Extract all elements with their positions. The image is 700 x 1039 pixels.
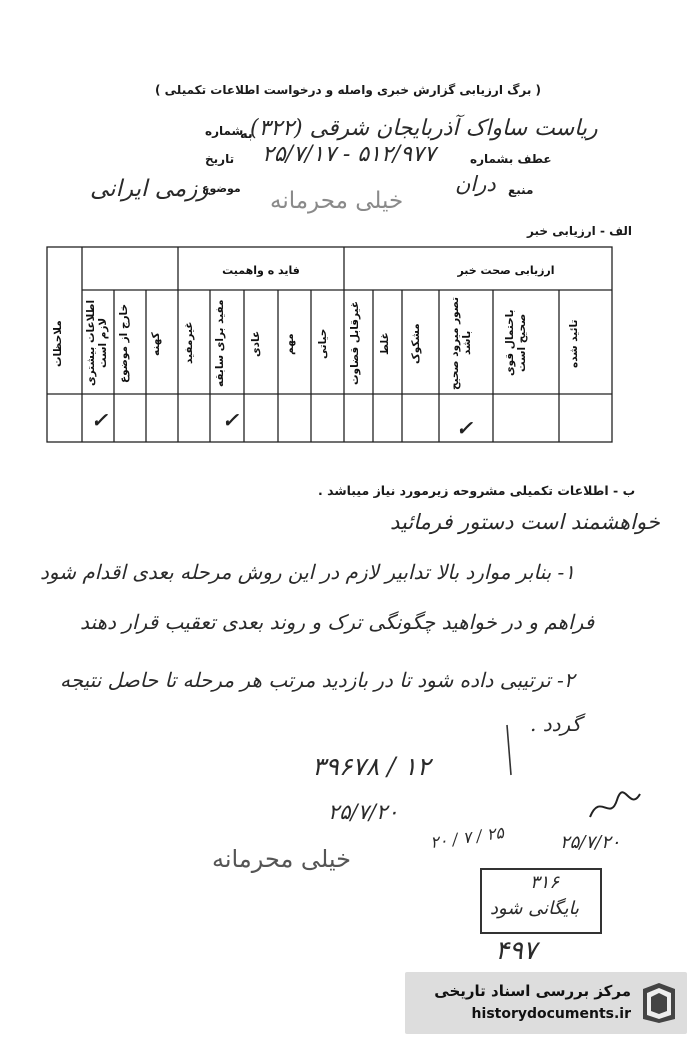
col-old: کهنه [150,332,162,356]
recipient-handwritten: ریاست ساواک آذربایجان شرقی (۳۲۲) [250,116,598,141]
form-heading: ( برگ ارزیابی گزارش خبری واصله و درخواست اطلاعات تکمیلی ) [155,83,542,97]
col-useful-record: مفید برای سابقه [214,299,226,387]
registration-number: ۳۹۶۷۸ / ۱۲ [312,752,431,781]
signature-mark [585,782,645,832]
source-value-handwritten: دران [455,172,496,196]
col-ordinary: عادی [250,330,262,358]
archive-stamp-number: ۳۱۶ [530,872,560,893]
col-confirmed: تائید شده [568,319,580,369]
section-a-label: الف - ارزیابی خبر [527,224,633,238]
col-false: غلط [379,332,391,356]
handwritten-greeting: خواهشمند است دستور فرمائید [390,510,660,534]
number-label: شماره [205,124,244,138]
col-more-info-needed: اطلاعات بیشتری لازم است [85,299,109,387]
to-prefix: به [240,127,253,142]
check-mark-more-info: ✓ [91,408,108,432]
confidential-stamp-top: خیلی محرمانه [270,188,404,214]
handwritten-item1-line1: ۱- بنابر موارد بالا تدابیر لازم در این روش مرحله بعدی اقدام شود [40,560,576,584]
initials-date: ۲۵/۷/۲۰ [560,832,621,853]
col-important: مهم [284,333,296,355]
accuracy-group-header: ارزیابی صحت خبر [457,264,555,277]
subject-label: موضوع [202,182,241,195]
archive-website: historydocuments.ir [471,1006,631,1022]
ref-value-handwritten: ۲۵/۷/۱۷ - ۵۱۲/۹۷۷ [262,142,436,167]
col-vital: حیاتی [317,328,329,360]
section-b-label: ب - اطلاعات تکمیلی مشروحه زیرمورد نیاز میباشد . [318,483,636,498]
col-doubtful: مشکوک [410,323,422,365]
archive-stamp-box [480,868,602,934]
confidential-stamp-bottom: خیلی محرمانه [212,845,351,873]
source-watermark [405,972,687,1034]
col-off-topic: خارج از موضوع [118,303,130,383]
subject-value-handwritten: رزمی ایرانی [90,176,209,202]
col-probably-true: باحتمال قوی صحیح است [504,309,528,377]
source-label: منبع [508,183,534,197]
col-possibly-true: تصور میرود صحیح باشد [449,296,473,390]
handwritten-item1-line2: فراهم و در خواهید چگونگی ترک و روند بعدی تعقیب قرار دهند [80,610,595,634]
ref-label: عطف بشماره [470,152,552,166]
evaluation-table [46,246,613,443]
handwritten-item2-line1: ۲- ترتیبی داده شود تا در بازدید مرتب هر مرحله تا حاصل نتیجه [60,668,575,692]
registration-date: ۲۵/۷/۲۰ [328,800,399,824]
col-cannot-judge: غیرقابل قضاوت [349,300,361,386]
archive-stamp-label: بایگانی شود [490,898,580,919]
col-not-useful: غیرمفید [183,321,195,365]
archive-center-name: مرکز بررسی اسناد تاریخی [434,982,631,1000]
book-logo-icon [639,981,679,1025]
check-mark-possibly-true: ✓ [456,416,473,440]
date-label: تاریخ [205,152,235,166]
check-mark-useful-record: ✓ [222,408,239,432]
value-group-header: فاید ه واهمیت [222,264,300,277]
col-remarks: ملاحظات [52,320,64,368]
handwritten-item2-line2: گردد . [530,712,582,736]
document-number: ۴۹۷ [495,936,537,966]
side-note: ۲۰ / ۷ / ۲۵ [429,822,506,853]
margin-mark [495,720,525,780]
